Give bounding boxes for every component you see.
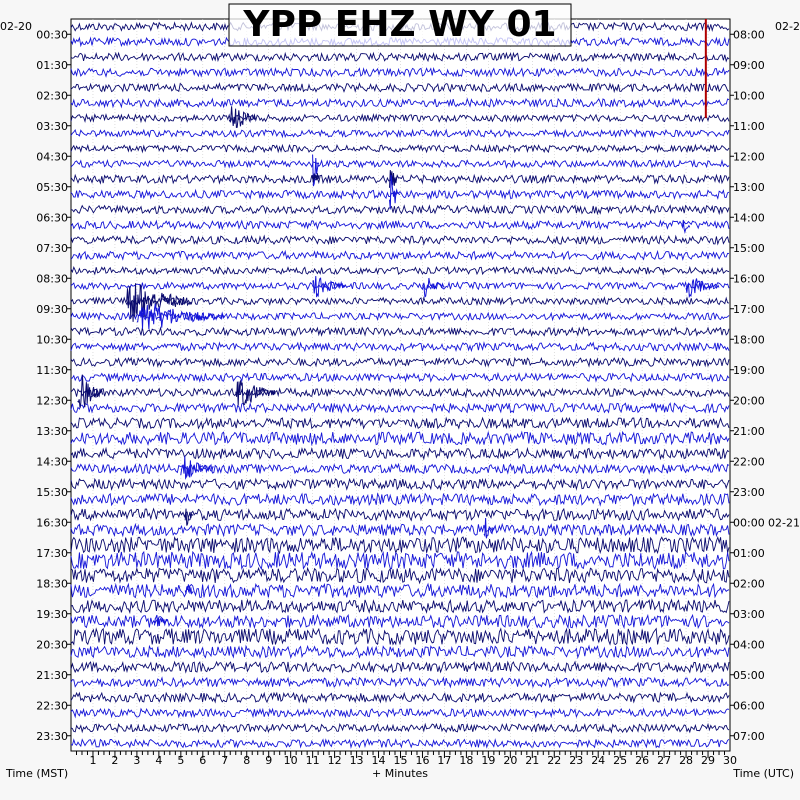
- x-tick-label: 5: [177, 754, 185, 767]
- left-tick-label: 07:30: [36, 241, 68, 255]
- left-tick-label: 06:30: [36, 211, 68, 225]
- x-tick-label: 7: [221, 754, 229, 767]
- x-tick-label: 27: [657, 754, 672, 767]
- right-date-label-mid: 02-21: [768, 516, 800, 530]
- x-tick-label: 28: [679, 754, 694, 767]
- left-tick-label: 12:30: [36, 394, 68, 408]
- right-tick-label: 04:00: [733, 638, 765, 652]
- x-tick-label: 23: [569, 754, 584, 767]
- right-date-label-top: 02-2: [775, 20, 800, 33]
- left-tick-label: 19:30: [36, 607, 68, 621]
- x-tick-label: 3: [133, 754, 141, 767]
- x-tick-label: 1: [89, 754, 97, 767]
- right-tick-label: 11:00: [733, 119, 765, 133]
- x-tick-label: 30: [723, 754, 737, 767]
- right-tick-label: 17:00: [733, 302, 765, 316]
- x-axis-title: + Minutes: [371, 767, 429, 780]
- right-tick-label: 14:00: [733, 211, 765, 225]
- right-tick-label: 18:00: [733, 333, 765, 347]
- x-tick-label: 10: [283, 754, 298, 767]
- x-tick-label: 2: [111, 754, 119, 767]
- left-tick-label: 23:30: [36, 729, 68, 743]
- left-tick-label: 15:30: [36, 485, 68, 499]
- right-axis-title: Time (UTC): [733, 767, 794, 780]
- left-tick-label: 14:30: [36, 455, 68, 469]
- left-tick-label: 03:30: [36, 119, 68, 133]
- right-tick-label: 20:00: [733, 394, 765, 408]
- left-tick-label: 08:30: [36, 272, 68, 286]
- right-tick-label: 06:00: [733, 699, 765, 713]
- left-tick-label: 17:30: [36, 546, 68, 560]
- x-tick-label: 4: [155, 754, 163, 767]
- right-tick-label: 03:00: [733, 607, 765, 621]
- x-tick-label: 14: [371, 754, 386, 767]
- right-tick-label: 23:00: [733, 485, 765, 499]
- right-tick-label: 15:00: [733, 241, 765, 255]
- left-tick-label: 11:30: [36, 363, 68, 377]
- x-tick-label: 13: [349, 754, 364, 767]
- left-tick-label: 22:30: [36, 699, 68, 713]
- x-tick-label: 24: [591, 754, 606, 767]
- x-tick-label: 11: [305, 754, 320, 767]
- x-tick-label: 19: [481, 754, 496, 767]
- right-tick-label: 07:00: [733, 729, 765, 743]
- x-tick-label: 25: [613, 754, 628, 767]
- x-tick-label: 18: [459, 754, 474, 767]
- left-tick-label: 10:30: [36, 333, 68, 347]
- right-tick-label: 22:00: [733, 455, 765, 469]
- right-tick-label: 10:00: [733, 89, 765, 103]
- left-tick-label: 05:30: [36, 180, 68, 194]
- x-tick-label: 15: [393, 754, 408, 767]
- left-tick-label: 20:30: [36, 638, 68, 652]
- right-tick-label: 13:00: [733, 180, 765, 194]
- right-tick-label: 01:00: [733, 546, 765, 560]
- x-tick-label: 22: [547, 754, 562, 767]
- x-tick-label: 29: [701, 754, 716, 767]
- left-tick-label: 04:30: [36, 150, 68, 164]
- x-tick-label: 17: [437, 754, 452, 767]
- x-tick-label: 8: [243, 754, 251, 767]
- right-tick-label: 09:00: [733, 58, 765, 72]
- left-date-label: 02-20: [0, 20, 32, 33]
- left-tick-label: 00:30: [36, 28, 68, 42]
- left-tick-label: 16:30: [36, 516, 68, 530]
- left-tick-label: 13:30: [36, 424, 68, 438]
- left-axis-title: Time (MST): [6, 767, 69, 780]
- left-tick-label: 21:30: [36, 668, 68, 682]
- x-tick-label: 21: [525, 754, 540, 767]
- x-tick-label: 16: [415, 754, 430, 767]
- x-tick-label: 6: [199, 754, 207, 767]
- x-tick-label: 20: [503, 754, 518, 767]
- right-tick-label: 05:00: [733, 668, 765, 682]
- left-tick-label: 01:30: [36, 58, 68, 72]
- right-tick-label: 21:00: [733, 424, 765, 438]
- right-tick-label: 19:00: [733, 363, 765, 377]
- left-tick-label: 02:30: [36, 89, 68, 103]
- right-tick-label: 02:00: [733, 577, 765, 591]
- x-tick-label: 26: [635, 754, 650, 767]
- right-tick-label: 12:00: [733, 150, 765, 164]
- right-tick-label: 16:00: [733, 272, 765, 286]
- left-tick-label: 09:30: [36, 302, 68, 316]
- chart-title: YPP EHZ WY 01: [243, 4, 557, 45]
- x-tick-label: 9: [265, 754, 273, 767]
- right-tick-label: 08:00: [733, 28, 765, 42]
- x-tick-label: 12: [327, 754, 342, 767]
- right-tick-label: 00:00: [733, 516, 765, 530]
- left-tick-label: 18:30: [36, 577, 68, 591]
